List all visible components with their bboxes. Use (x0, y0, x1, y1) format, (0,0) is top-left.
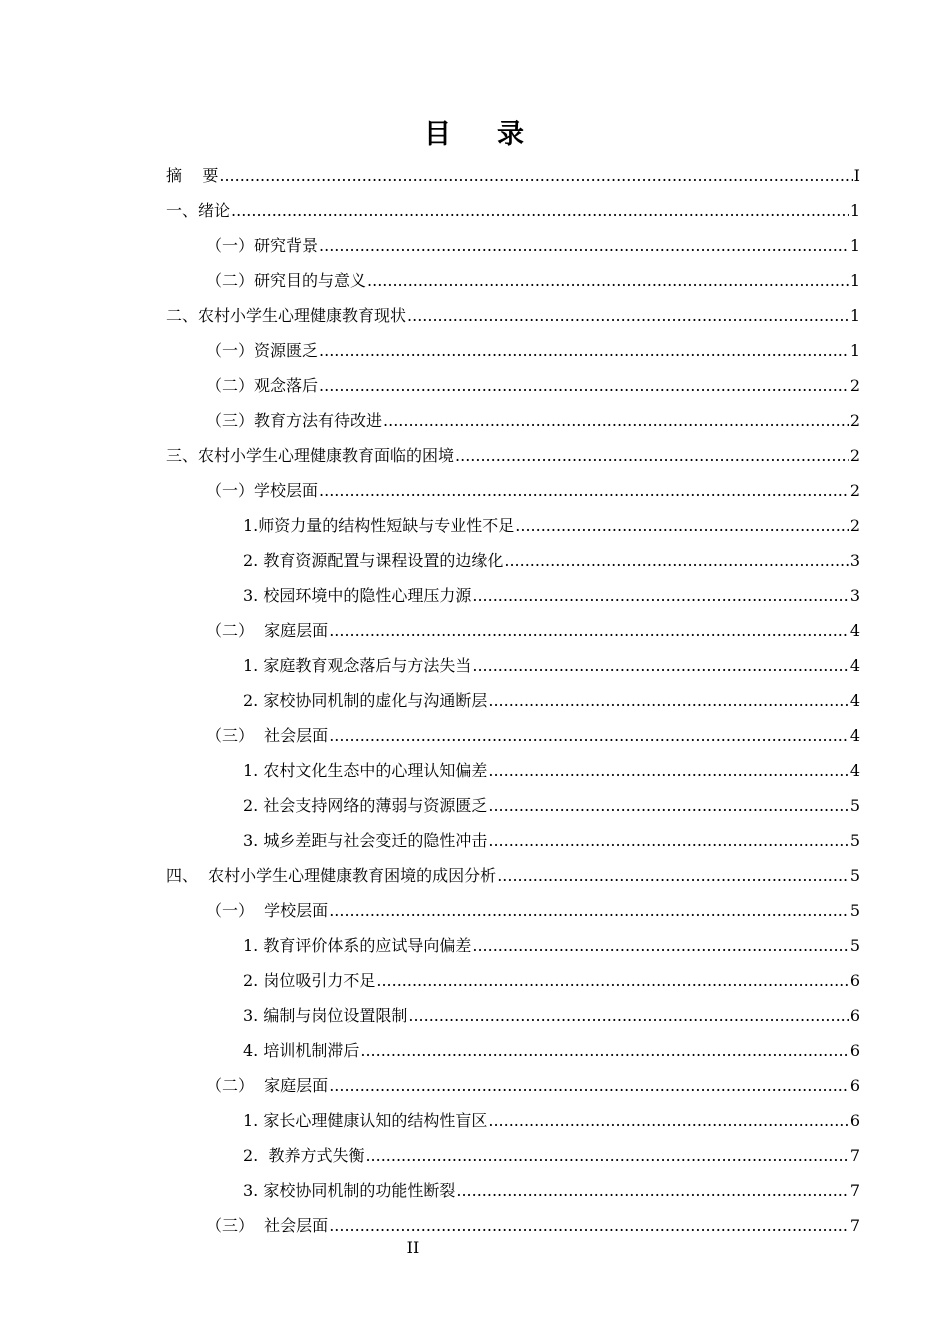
toc-title-part-2: 录 (497, 119, 526, 150)
toc-entry[interactable] (166, 473, 860, 508)
toc-dot-leader (472, 928, 848, 963)
toc-title-part-1: 目 (424, 119, 453, 150)
toc-entry[interactable] (166, 438, 860, 473)
toc-entry[interactable] (166, 613, 860, 648)
toc-entry-label: 3. 校园环境中的隐性心理压力源 (243, 586, 472, 605)
toc-entry-label: 一、绪论 (166, 201, 231, 220)
toc-dot-leader (407, 298, 849, 333)
toc-entry[interactable] (166, 858, 860, 893)
toc-entry-label: 1. 农村文化生态中的心理认知偏差 (243, 761, 488, 780)
toc-entry[interactable] (166, 508, 860, 543)
toc-title (0, 112, 950, 151)
toc-entry-label: 1. 教育评价体系的应试导向偏差 (243, 936, 472, 955)
toc-dot-leader (488, 1103, 848, 1138)
toc-entry-label: 1.师资力量的结构性短缺与专业性不足 (243, 516, 515, 535)
toc-entry-page: 4 (849, 691, 860, 710)
toc-entry-page: 1 (849, 306, 860, 325)
toc-entry-page: 7 (849, 1146, 860, 1165)
toc-entry-label: 三、农村小学生心理健康教育面临的困境 (166, 446, 455, 465)
toc-entry-label: （一）资源匮乏 (206, 341, 319, 360)
toc-entry-page: 2 (849, 376, 860, 395)
toc-entry-label: 2. 岗位吸引力不足 (243, 971, 376, 990)
toc-entry-label: 1. 家长心理健康认知的结构性盲区 (243, 1111, 488, 1130)
toc-dot-leader (367, 263, 849, 298)
toc-entry[interactable] (166, 928, 860, 963)
toc-entry[interactable] (166, 263, 860, 298)
toc-dot-leader (488, 823, 848, 858)
toc-entry-label: （三） 社会层面 (206, 726, 329, 745)
toc-entry-page: 2 (849, 411, 860, 430)
toc-entry-page: 1 (849, 201, 860, 220)
toc-entry-label: 1. 家庭教育观念落后与方法失当 (243, 656, 472, 675)
toc-entry-label: （二）研究目的与意义 (206, 271, 367, 290)
toc-dot-leader (319, 333, 849, 368)
toc-dot-leader (376, 963, 848, 998)
toc-entry[interactable] (166, 1033, 860, 1068)
toc-entry-page: 5 (849, 866, 860, 885)
toc-entry[interactable] (166, 1068, 860, 1103)
toc-dot-leader (488, 683, 848, 718)
toc-entry-page: 6 (849, 1006, 860, 1025)
toc-entry-page: 1 (849, 271, 860, 290)
toc-entry[interactable] (166, 998, 860, 1033)
toc-entry[interactable] (166, 543, 860, 578)
toc-entry-label: 4. 培训机制滞后 (243, 1041, 360, 1060)
toc-dot-leader (455, 438, 849, 473)
toc-entry-label: （二） 家庭层面 (206, 1076, 329, 1095)
toc-entry[interactable] (166, 648, 860, 683)
toc-dot-leader (408, 998, 848, 1033)
toc-dot-leader (472, 578, 848, 613)
toc-entry-label: （二） 家庭层面 (206, 621, 329, 640)
toc-entry-label: 四、 农村小学生心理健康教育困境的成因分析 (166, 866, 497, 885)
toc-entry-label: 2. 教养方式失衡 (243, 1146, 365, 1165)
toc-entry-page: 1 (849, 341, 860, 360)
toc-entry[interactable] (166, 753, 860, 788)
toc-entry[interactable] (166, 823, 860, 858)
toc-dot-leader (329, 1068, 849, 1103)
toc-dot-leader (360, 1033, 848, 1068)
toc-entry-page: 5 (849, 901, 860, 920)
toc-entry[interactable] (166, 298, 860, 333)
toc-entry-label: 2. 教育资源配置与课程设置的边缘化 (243, 551, 504, 570)
toc-entry[interactable] (166, 333, 860, 368)
toc-dot-leader (231, 193, 849, 228)
toc-entry-page: 7 (849, 1181, 860, 1200)
toc-dot-leader (472, 648, 848, 683)
toc-entry[interactable] (166, 893, 860, 928)
toc-entry-label: （一）研究背景 (206, 236, 319, 255)
toc-entry[interactable] (166, 368, 860, 403)
toc-entry[interactable] (166, 1138, 860, 1173)
toc-entry-page: 7 (849, 1216, 860, 1235)
toc-dot-leader (365, 1138, 848, 1173)
toc-dot-leader (383, 403, 849, 438)
toc-entry-label: （三） 社会层面 (206, 1216, 329, 1235)
toc-dot-leader (504, 543, 848, 578)
toc-entry-page: 2 (849, 446, 860, 465)
toc-entry-page: 4 (849, 761, 860, 780)
toc-entry-page: 5 (849, 831, 860, 850)
toc-entry-page: 5 (849, 796, 860, 815)
toc-entry-label: 3. 家校协同机制的功能性断裂 (243, 1181, 456, 1200)
toc-dot-leader (319, 473, 849, 508)
toc-entry-page: 3 (849, 551, 860, 570)
toc-entry-page: 3 (849, 586, 860, 605)
toc-dot-leader (515, 508, 849, 543)
toc-entry-label: 2. 社会支持网络的薄弱与资源匮乏 (243, 796, 488, 815)
toc-entry[interactable] (166, 683, 860, 718)
toc-entry[interactable] (166, 228, 860, 263)
toc-entry-page: 4 (849, 726, 860, 745)
toc-entry-page: I (853, 166, 860, 185)
toc-entry-page: 2 (849, 516, 860, 535)
toc-dot-leader (329, 613, 849, 648)
toc-dot-leader (319, 368, 849, 403)
toc-entry-label: （三）教育方法有待改进 (206, 411, 383, 430)
toc-entry-page: 2 (849, 481, 860, 500)
toc-entry-page: 5 (849, 936, 860, 955)
toc-entry-label: 摘 要 (166, 166, 219, 185)
toc-entry-page: 6 (849, 1041, 860, 1060)
toc-dot-leader (497, 858, 849, 893)
toc-entry-page: 6 (849, 1111, 860, 1130)
toc-entry-label: （一）学校层面 (206, 481, 319, 500)
toc-entry-page: 4 (849, 656, 860, 675)
toc-list (166, 158, 860, 1243)
toc-dot-leader (319, 228, 849, 263)
toc-entry-label: 3. 编制与岗位设置限制 (243, 1006, 408, 1025)
toc-entry-page: 6 (849, 971, 860, 990)
toc-entry[interactable] (166, 158, 860, 193)
toc-dot-leader (488, 788, 848, 823)
toc-entry[interactable] (166, 788, 860, 823)
toc-entry-label: （一） 学校层面 (206, 901, 329, 920)
toc-entry[interactable] (166, 1173, 860, 1208)
toc-entry-page: 1 (849, 236, 860, 255)
page-number: II (406, 1238, 420, 1257)
toc-entry-label: 2. 家校协同机制的虚化与沟通断层 (243, 691, 488, 710)
toc-dot-leader (488, 753, 848, 788)
toc-entry[interactable] (166, 1103, 860, 1138)
toc-entry-page: 6 (849, 1076, 860, 1095)
toc-entry[interactable] (166, 403, 860, 438)
toc-dot-leader (219, 158, 852, 193)
toc-entry-label: 二、农村小学生心理健康教育现状 (166, 306, 407, 325)
toc-entry[interactable] (166, 963, 860, 998)
toc-entry-label: （二）观念落后 (206, 376, 319, 395)
toc-entry[interactable] (166, 718, 860, 753)
toc-dot-leader (329, 893, 849, 928)
toc-entry[interactable] (166, 578, 860, 613)
toc-entry-label: 3. 城乡差距与社会变迁的隐性冲击 (243, 831, 488, 850)
toc-dot-leader (329, 718, 849, 753)
toc-dot-leader (456, 1173, 848, 1208)
toc-entry[interactable] (166, 193, 860, 228)
toc-entry-page: 4 (849, 621, 860, 640)
